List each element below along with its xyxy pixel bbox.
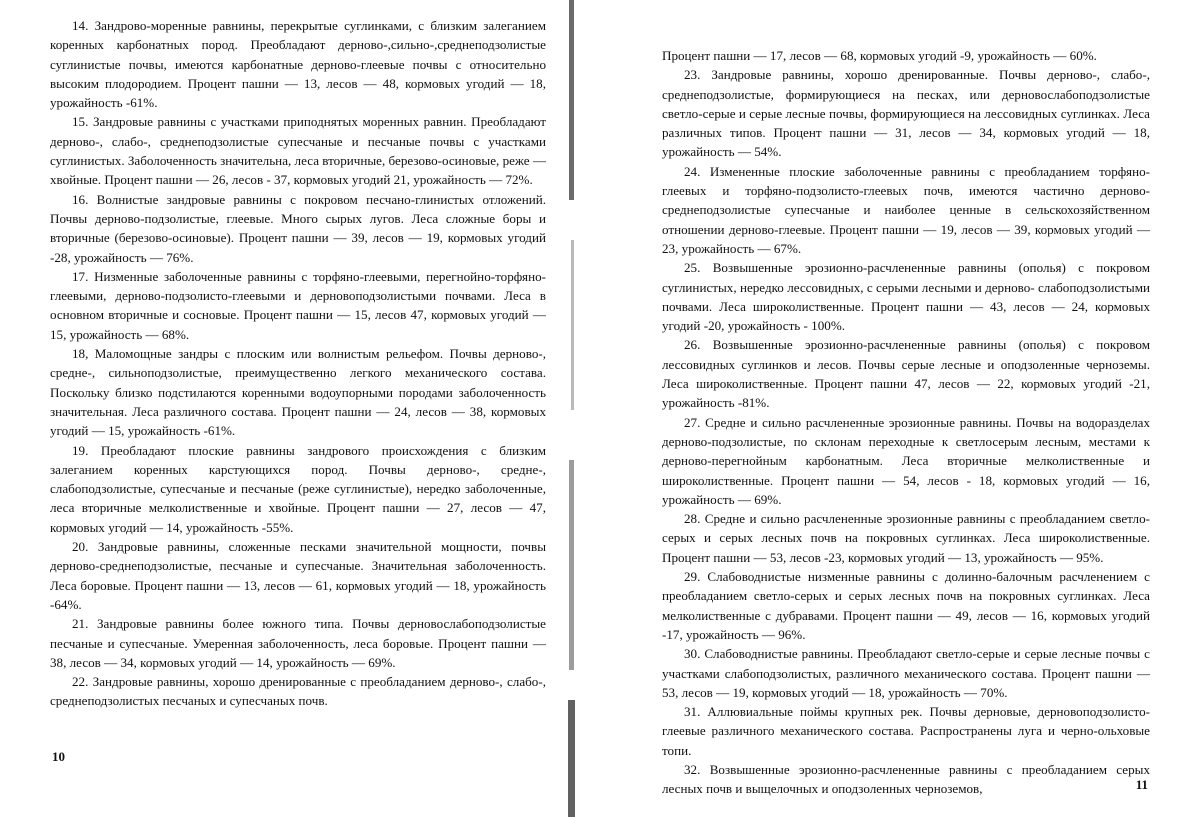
gutter-shadow bbox=[571, 240, 574, 410]
paragraph-20: 20. Зандровые равнины, сложенные песками значительной мощности, почвы дерново-среднеподзолистые, песчаные и супесчаные. Значительная заболоченность. Леса боровые. Процент пашни — 13, лесов — 61, кормовых угодий — 18, урожайность -64%. bbox=[50, 539, 546, 612]
left-page bbox=[50, 0, 546, 817]
gutter-shadow bbox=[568, 700, 575, 817]
paragraph-30: 30. Слабоводнистые равнины. Преобладают светло-серые и серые лесные почвы с участками слабоподзолистых, различного механического состава. Процент пашни — 53, лесов — 19, кормовых угодий — 18, урожайность — 70%. bbox=[662, 646, 1150, 700]
paragraph-14: 14. Зандрово-моренные равнины, перекрытые суглинками, с близким залеганием коренных карбонатных пород. Преобладают дерново-,сильно-,среднеподзолистые суглинистые почвы, имеются карбонатные дерново-глеевые почвы с относительно высоким плодородием. Процент пашни — 13, лесов — 48, кормовых угодий — 18, урожайность -61%. bbox=[50, 18, 546, 111]
paragraph-22-continuation: Процент пашни — 17, лесов — 68, кормовых угодий -9, урожайность — 60%. bbox=[662, 48, 1097, 63]
gutter-shadow bbox=[569, 460, 574, 670]
page-number-right: 11 bbox=[1135, 777, 1148, 792]
paragraph-24: 24. Измененные плоские заболоченные равнины с преобладанием торфяно-глеевых и торфяно-подзолисто-глеевых почв, имеются частично дерново-среднеподзолистые супесчаные и наиболее ценные в сельскохозяйственном отношении дерново-глеевые. Процент пашни — 19, лесов — 39, кормовых угодий — 23, урожайность — 67%. bbox=[662, 163, 1150, 256]
paragraph-28: 28. Средне и сильно расчлененные эрозионные равнины с преобладанием светло-серых и серых лесных почв на покровных суглинках. Леса широколиственные. Процент пашни — 53, лесов -23, кормовых угодий — 13, урожайность — 95%. bbox=[662, 511, 1150, 565]
paragraph-15: 15. Зандровые равнины с участками приподнятых моренных равнин. Преобладают дерново-, слабо-, среднеподзолистые супесчаные и песчаные почвы с участками суглинистых. Заболоченность значительна, леса вторичные, березово-осиновые, реже — хвойные. Процент пашни — 26, лесов - 37, кормовых угодий 21, урожайность — 72%. bbox=[50, 114, 546, 188]
paragraph-19: 19. Преобладают плоские равнины зандрового происхождения с близким залеганием коренных карстующихся пород. Почвы дерново-, средне-, слабоподзолистые, супесчаные и песчаные (реже суглинистые), нередко заболоченные, леса вторичные мелколиственные и хвойные. Процент пашни — 27, лесов — 47, кормовых угодий — 14, урожайность -55%. bbox=[50, 442, 546, 535]
paragraph-31: 31. Аллювиальные поймы крупных рек. Почвы дерновые, дерновоподзолисто-глеевые различного механического состава. Распространены луга и черно-ольховые топи. bbox=[662, 704, 1150, 758]
paragraph-26: 26. Возвышенные эрозионно-расчлененные равнины (ополья) с покровом лессовидных суглинков и лесов. Почвы серые лесные и оподзоленные черноземы. Леса широколиственные. Процент пашни 47, лесов — 22, кормовых угодий -21, урожайность -81%. bbox=[662, 337, 1150, 411]
book-spine-gutter bbox=[565, 0, 579, 817]
right-page bbox=[662, 0, 1150, 817]
gutter-shadow bbox=[569, 0, 574, 200]
paragraph-32: 32. Возвышенные эрозионно-расчлененные равнины с преобладанием серых лесных почв и выщелочных и оподзоленных черноземов, bbox=[662, 761, 1150, 797]
paragraph-17: 17. Низменные заболоченные равнины с торфяно-глеевыми, перегнойно-торфяно-глеевыми, дерново-подзолисто-глеевыми и дерновоподзолистыми почвами. Леса в основном вторичные и сосновые. Процент пашни — 15, лесов 47, кормовых угодий — 15, урожайность — 68%. bbox=[50, 268, 546, 342]
paragraph-18: 18, Маломощные зандры с плоским или волнистым рельефом. Почвы дерново-, средне-, сильноподзолистые, преимущественно легкого механического состава. Поскольку близко подстилаются коренными водоупорными породами заболоченность значительная. Леса различного состава. Процент пашни — 24, лесов — 38, кормовых угодий — 15, урожайность -61%. bbox=[50, 346, 546, 439]
paragraph-16: 16. Волнистые зандровые равнины с покровом песчано-глинистых отложений. Почвы дерново-подзолистые, глеевые. Много сырых лугов. Леса сложные боры и вторичные (березово-осиновые). Процент пашни — 39, лесов — 19, кормовых угодий -28, урожайность — 76%. bbox=[50, 191, 546, 265]
left-page-body bbox=[50, 16, 546, 711]
paragraph-21: 21. Зандровые равнины более южного типа. Почвы дерновослабоподзолистые песчаные и супесчаные. Умеренная заболоченность, леса боровые. Процент пашни — 38, лесов — 34, кормовых угодий — 14, урожайность — 69%. bbox=[50, 616, 546, 670]
paragraph-23: 23. Зандровые равнины, хорошо дренированные. Почвы дерново-, слабо-, среднеподзолистые, формирующиеся на песках, или дерновослабоподзолистые светло-серые и серые лесные почвы, формирующиеся на лессовидных суглинках. Леса различных типов. Процент пашни — 31, лесов — 34, кормовых угодий — 18, урожайность — 54%. bbox=[662, 67, 1150, 160]
paragraph-27: 27. Средне и сильно расчлененные эрозионные равнины. Почвы на водоразделах дерново-подзолистые, по склонам переходные к светлосерым лесным, местами к дерново-перегнойным карбонатным. Леса вторичные мелколиственные и широколиственные. Процент пашни — 54, лесов - 18, кормовых угодий — 16, урожайность — 69%. bbox=[662, 414, 1150, 507]
paragraph-25: 25. Возвышенные эрозионно-расчлененные равнины (ополья) с покровом суглинистых, нередко лессовидных, с серыми лесными и дерново- слабоподзолистыми почвами. Леса широколиственные. Процент пашни — 43, лесов — 24, кормовых угодий -20, урожайность - 100%. bbox=[662, 260, 1150, 334]
paragraph-22: 22. Зандровые равнины, хорошо дренированные с преобладанием дерново-, слабо-, среднеподзолистых песчаных и супесчаных почв. bbox=[50, 674, 546, 709]
page-number-left: 10 bbox=[52, 749, 65, 764]
paragraph-29: 29. Слабоводнистые низменные равнины с долинно-балочным расчленением с преобладанием светло-серых и серых лесных почв на покровных суглинках. Леса мелколиственные с дубравами. Процент пашни — 49, лесов — 16, кормовых угодий -17, урожайность — 96%. bbox=[662, 569, 1150, 642]
right-page-body bbox=[662, 46, 1150, 799]
